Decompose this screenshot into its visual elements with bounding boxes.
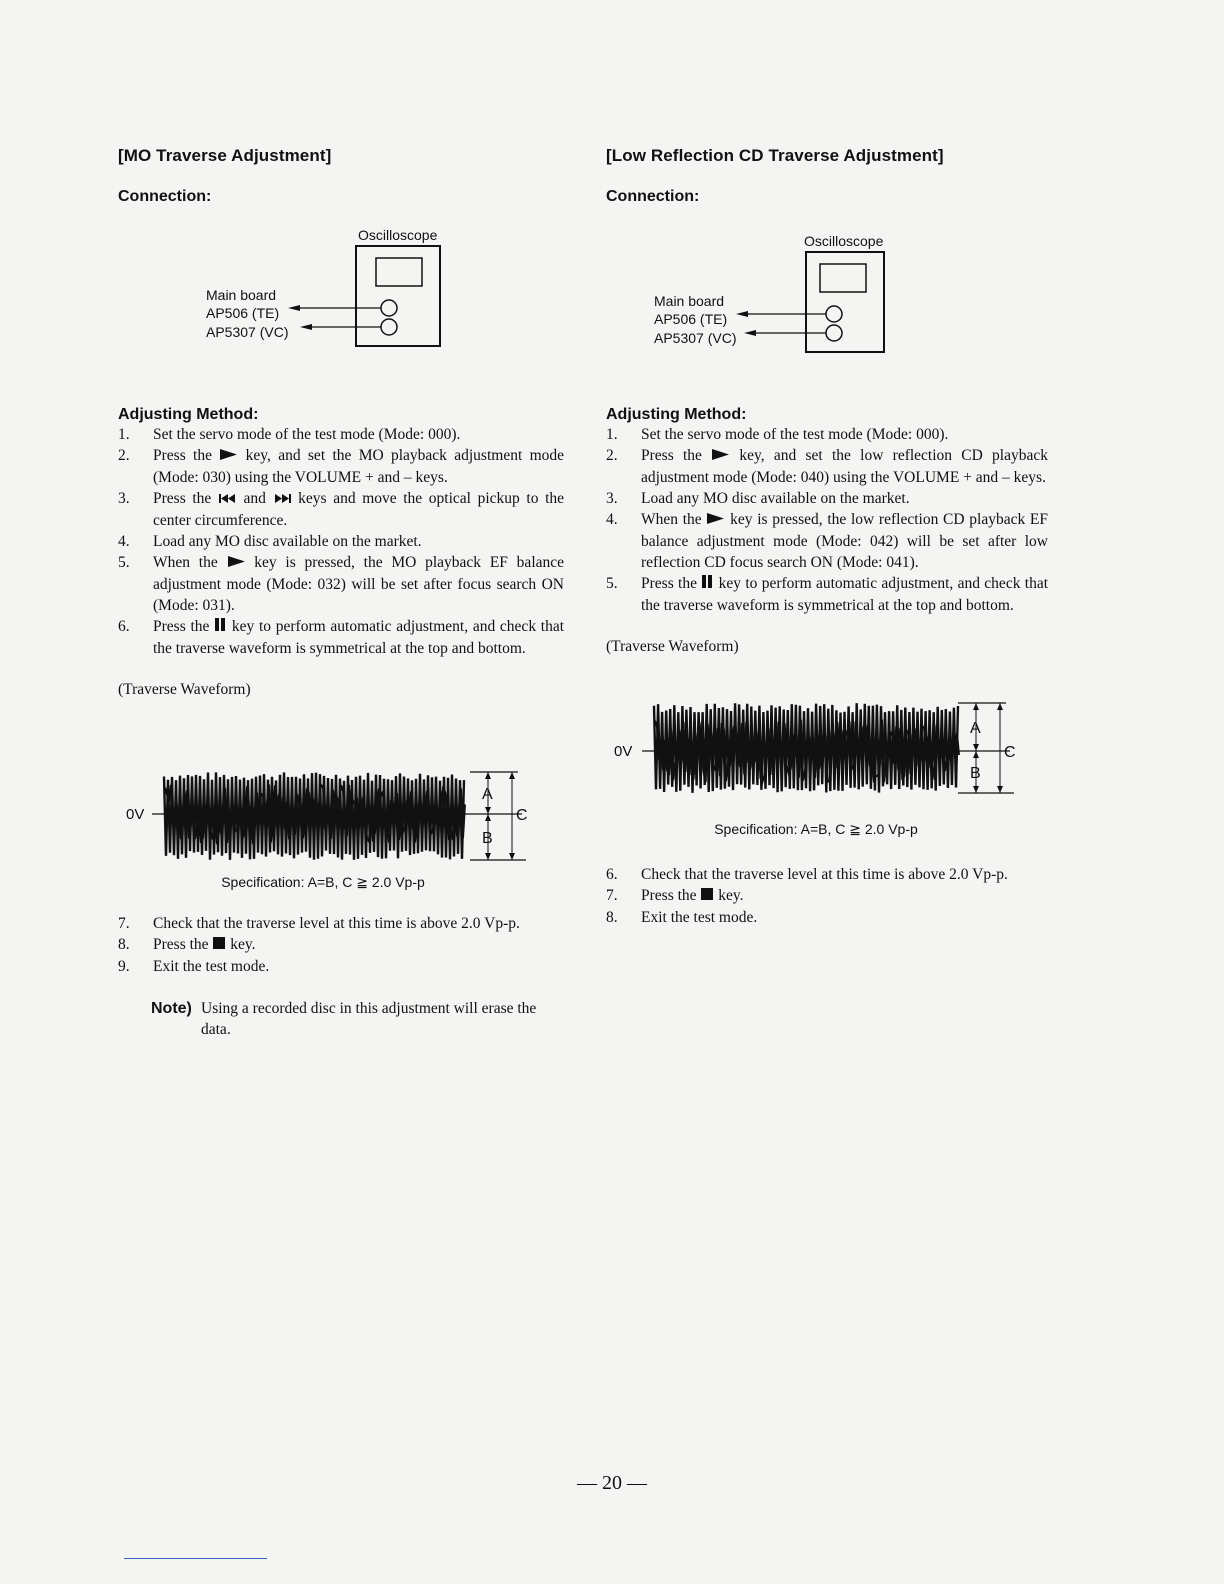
step-number: 8.	[606, 909, 618, 926]
traverse-trace	[164, 772, 464, 860]
specification: Specification: A=B, C ≧ 2.0 Vp-p	[221, 874, 425, 890]
step-item	[118, 488, 564, 531]
step-text: key to perform automatic adjustment, and check that the traverse waveform is symmetrical at the top and bottom.	[641, 575, 1049, 614]
step-text: When the	[153, 554, 218, 571]
play-key-icon	[711, 446, 730, 467]
footer-rule	[124, 1558, 267, 1559]
step-text: Set the servo mode of the test mode (Mode: 000).	[153, 426, 461, 443]
mo-section-title: [MO Traverse Adjustment]	[118, 146, 332, 165]
dimension-b-arrow-head-icon	[973, 751, 979, 758]
step-item	[118, 531, 564, 552]
dimension-a-arrow-tail-icon	[973, 744, 979, 751]
adjusting-method-label: Adjusting Method:	[118, 406, 259, 423]
waveform-caption: (Traverse Waveform)	[606, 638, 739, 655]
main-board-label: Main board	[206, 287, 277, 303]
pin-vc-label: AP5307 (VC)	[654, 330, 737, 346]
step-item	[118, 913, 564, 934]
step-number: 4.	[606, 511, 618, 528]
step-item	[606, 445, 1048, 488]
step-text: Press the	[153, 618, 210, 635]
arrow-te-icon	[288, 305, 300, 311]
pin-te-label: AP506 (TE)	[654, 311, 728, 327]
step-number: 7.	[118, 915, 130, 932]
final-steps-list	[606, 864, 1048, 928]
step-item	[606, 864, 1048, 885]
final-steps-list	[118, 913, 564, 977]
left-column	[118, 146, 564, 1040]
oscilloscope-diagram-graphic	[118, 226, 564, 386]
traverse-waveform	[606, 699, 1048, 817]
step-text: key to perform automatic adjustment, and check that the traverse waveform is symmetrical at the top and bottom.	[153, 618, 565, 657]
play-key-icon	[219, 446, 238, 467]
arrow-vc-icon	[744, 330, 756, 336]
step-number: 6.	[606, 866, 618, 883]
step-number: 2.	[606, 447, 618, 464]
dimension-b-arrow-tail-icon	[485, 853, 491, 860]
step-text: Set the servo mode of the test mode (Mode: 000).	[641, 426, 949, 443]
connection-label: Connection:	[606, 188, 700, 205]
dimension-a-arrow-tail-icon	[485, 807, 491, 814]
step-text: Press the	[641, 447, 702, 464]
step-item	[118, 616, 564, 659]
step-number: 6.	[118, 618, 130, 635]
arrow-vc-icon	[300, 324, 312, 330]
step-number: 8.	[118, 936, 130, 953]
zero-volt-label: 0V	[126, 806, 145, 823]
step-text: Press the	[641, 887, 697, 904]
note-tag: Note)	[151, 1000, 192, 1017]
dimension-c-label: C	[1004, 744, 1016, 761]
dimension-b-arrow-head-icon	[485, 814, 491, 821]
probe-terminal-te	[826, 306, 842, 322]
traverse-waveform	[118, 752, 564, 870]
dimension-a-arrow-head-icon	[973, 703, 979, 710]
adjusting-method-label: Adjusting Method:	[606, 406, 747, 423]
stop-key-icon	[212, 935, 226, 956]
step-number: 3.	[118, 490, 130, 507]
step-item	[118, 424, 564, 445]
step-text: Press the	[153, 490, 212, 507]
dimension-b-arrow-tail-icon	[973, 786, 979, 793]
pause-key-icon	[701, 574, 714, 595]
step-item	[606, 424, 1048, 445]
step-number: 9.	[118, 958, 130, 975]
note-text: Using a recorded disc in this adjustment will erase the data.	[201, 1000, 537, 1038]
prev-key-icon	[218, 489, 237, 510]
page-number: — 20 —	[577, 1472, 647, 1494]
step-text: Check that the traverse level at this time is above 2.0 Vp-p.	[641, 866, 1008, 883]
oscilloscope-box	[806, 252, 884, 352]
step-text: and	[243, 490, 266, 507]
step-text: key is pressed, the low reflection CD playback EF balance adjustment mode (Mode: 042) will be set after low reflection CD focus search ON (Mode: 041).	[641, 511, 1049, 571]
step-item	[606, 573, 1048, 616]
dimension-c-arrow-tail-icon	[509, 853, 515, 860]
probe-terminal-te	[381, 300, 397, 316]
step-text: Check that the traverse level at this time is above 2.0 Vp-p.	[153, 915, 520, 932]
step-text: key, and set the low reflection CD playback adjustment mode (Mode: 040) using the VOLUME + and – keys.	[641, 447, 1049, 486]
step-text: Press the	[153, 447, 212, 464]
step-number: 4.	[118, 533, 130, 550]
zero-volt-label: 0V	[614, 743, 633, 760]
step-text: When the	[641, 511, 702, 528]
oscilloscope-label: Oscilloscope	[804, 233, 884, 249]
step-item	[118, 956, 564, 977]
step-number: 3.	[606, 490, 618, 507]
pause-key-icon	[214, 617, 227, 638]
step-number: 1.	[606, 426, 618, 443]
dimension-c-arrow-tail-icon	[997, 786, 1003, 793]
probe-terminal-vc	[381, 319, 397, 335]
dimension-a-label: A	[970, 720, 981, 737]
step-text: Load any MO disc available on the market.	[153, 533, 422, 550]
step-text: Load any MO disc available on the market.	[641, 490, 910, 507]
dimension-a-label: A	[482, 786, 493, 803]
dimension-c-arrow-head-icon	[997, 703, 1003, 710]
adjust-steps-list	[118, 424, 564, 659]
play-key-icon	[227, 553, 246, 574]
dimension-b-label: B	[970, 765, 981, 782]
main-board-label: Main board	[654, 293, 725, 309]
step-text: key.	[718, 887, 744, 904]
pin-te-label: AP506 (TE)	[206, 305, 280, 321]
waveform-graphic	[606, 699, 1048, 817]
dimension-b-label: B	[482, 830, 493, 847]
connection-diagram	[606, 232, 1048, 392]
step-text: Exit the test mode.	[641, 909, 758, 926]
stop-key-icon	[700, 886, 714, 907]
arrow-te-icon	[736, 311, 748, 317]
probe-terminal-vc	[826, 325, 842, 341]
step-item	[118, 552, 564, 616]
step-text: Exit the test mode.	[153, 958, 270, 975]
step-text: key is pressed, the MO playback EF balance adjustment mode (Mode: 032) will be set after focus search ON (Mode: 031).	[153, 554, 565, 614]
step-number: 1.	[118, 426, 130, 443]
play-key-icon	[706, 510, 725, 531]
step-item	[118, 445, 564, 488]
oscilloscope-label: Oscilloscope	[358, 227, 438, 243]
dimension-a-arrow-head-icon	[485, 772, 491, 779]
oscilloscope-screen	[376, 258, 422, 286]
step-number: 5.	[118, 554, 130, 571]
specification: Specification: A=B, C ≧ 2.0 Vp-p	[714, 821, 918, 837]
step-item	[606, 885, 1048, 907]
step-text: key.	[230, 936, 256, 953]
oscilloscope-box	[356, 246, 440, 346]
oscilloscope-screen	[820, 264, 866, 292]
step-number: 7.	[606, 887, 618, 904]
step-text: keys and move the optical pickup to the center circumference.	[153, 490, 565, 529]
step-item	[606, 509, 1048, 573]
step-number: 5.	[606, 575, 618, 592]
dimension-c-arrow-head-icon	[509, 772, 515, 779]
step-item	[118, 934, 564, 956]
adjust-steps-list	[606, 424, 1048, 616]
right-column	[606, 146, 1048, 928]
step-item	[606, 488, 1048, 509]
waveform-caption: (Traverse Waveform)	[118, 681, 251, 698]
connection-label: Connection:	[118, 188, 212, 205]
connection-diagram	[118, 226, 564, 386]
step-text: Press the	[641, 575, 697, 592]
step-text: Press the	[153, 936, 209, 953]
pin-vc-label: AP5307 (VC)	[206, 324, 289, 340]
dimension-c-label: C	[516, 807, 528, 824]
next-key-icon	[273, 489, 292, 510]
step-number: 2.	[118, 447, 130, 464]
waveform-graphic	[118, 752, 564, 870]
note	[151, 998, 564, 1040]
step-item	[606, 907, 1048, 928]
step-text: key, and set the MO playback adjustment mode (Mode: 030) using the VOLUME + and – keys.	[153, 447, 565, 486]
cd-section-title: [Low Reflection CD Traverse Adjustment]	[606, 146, 944, 165]
